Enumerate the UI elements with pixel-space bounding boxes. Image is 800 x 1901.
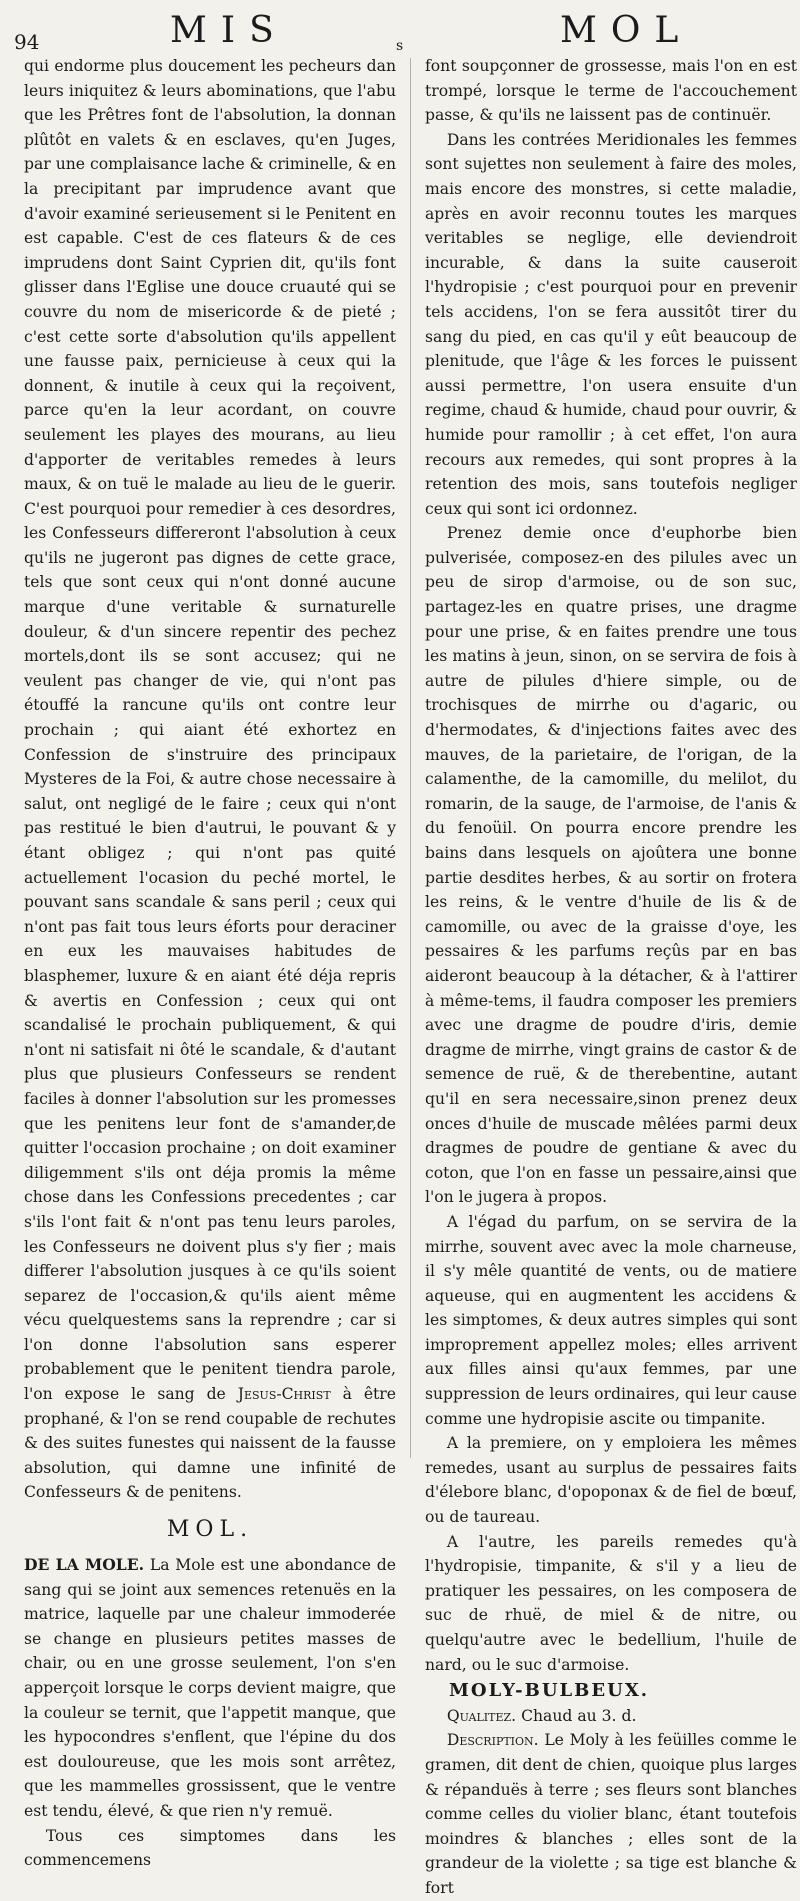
qualities-text: Chaud au 3. d. xyxy=(521,1706,637,1725)
page-number: 94 xyxy=(14,30,40,54)
left-column xyxy=(24,54,396,1873)
running-head-right: MOL xyxy=(560,10,693,51)
qualities-label: Qualitez. xyxy=(446,1706,517,1725)
description-label: Description. xyxy=(446,1731,539,1750)
paragraph xyxy=(425,1728,797,1900)
paragraph: Dans les contrées Meridionales les femmes sont sujettes non seulement à faire des moles, mais encore des monstres, si cette maladie, après en avoir reconnu toutes les marques veritables se neglige, elle deviendroit incurable, & dans la suite causeroit l'hydropisie ; c'est pourquoi pour en prevenir tels accidens, l'on se fera aussitôt tirer du sang du pied, en cas qu'il y eût beaucoup de plenitude, que l'âge & les forces le puissent aussi permettre, l'on usera ensuite d'un regime, chaud & humide, chaud pour ouvrir, & humide pour ramollir ; à cet effet, l'on aura recours aux remedes, qui sont propres à la retention des mois, sans toutefois negliger ceux qui sont ici ordonnez. xyxy=(425,130,797,518)
paragraph: Tous ces simptomes dans les commencemens xyxy=(24,1826,396,1870)
running-head-mark: s xyxy=(396,38,404,54)
section-title: MOL. xyxy=(166,1517,254,1543)
paragraph-text: qui endorme plus doucement les pecheurs dan leurs iniquitez & leurs abominations, que l'abu que les Prêtres font de l'absolution, la donnan plûtôt en valets & en esclaves, qu'en Juges, par une complaisance lache & criminelle, & en la precipitant par imprudence avant que d'avoir examiné serieusement si le Penitent en est capable. C'est de ces flateurs & de ces imprudens dont Saint Cyprien dit, qu'ils font glisser dans l'Eglise une douce cruauté qui se couvre du nom de misericorde & de pieté ; c'est cette sorte d'absolution qu'ils appellent une fausse paix, pernicieuse à ceux qui la donnent, & inutile à ceux qui la reçoivent, parce qu'en la leur acordant, on couvre seulement les playes des mourans, au lieu d'apporter de veritables remedes à leurs maux, & on tuë le malade au lieu de le guerir. C'est pourquoi pour remedier à ces desordres, les Confesseurs differeront l'absolution à ceux qu'ils ne jugeront pas dignes de cette grace, tels que sont ceux qui n'ont donné aucune marque d'une veritable & surnaturelle douleur, & d'un sincere repentir des pechez mortels,dont ils se sont accusez; qui ne veulent pas changer de vie, qui n'ont pas étouffé la rancune qu'ils ont contre leur prochain ; qui aiant été exhortez en Confession de s'instruire des principaux Mysteres de la Foi, & autre chose necessaire à salut, ont negligé de le faire ; ceux qui n'ont pas restitué le bien d'autrui, le pouvant & y étant obligez ; qui n'ont pas quité actuellement l'ocasion du peché mortel, le pouvant sans scandale & sans peril ; ceux qui n'ont pas fait tous leurs éforts pour deraciner en eux les mauvaises habitudes de blasphemer, luxure & en aiant été déja repris & avertis en Confession ; ceux qui ont scandalisé le prochain publiquement, & qui n'ont ni satisfait ni ôté le scandale, & d'autant plus que plusieurs Confesseurs se rendent faciles à donner l'absolution sur les promesses que les penitens leur font de s'amander,de quitter l'occasion prochaine ; on doit examiner diligemment s'ils ont déja promis la même chose dans les Confessions precedentes ; car s'ils l'ont fait & n'ont pas tenu leurs paroles, les Confesseurs ne doivent plus s'y fier ; mais differer l'absolution jusques à ce qu'ils soient separez de l'occasion,& qu'ils aient même vécu quelquestems sans la reprendre ; car si l'on donne l'absolution sans esperer probablement que le penitent tiendra parole, l'on expose le sang de xyxy=(24,57,396,1404)
jesus-christ-name: Jesus-Christ xyxy=(237,1385,331,1404)
paragraph xyxy=(425,1704,797,1729)
paragraph xyxy=(24,1553,396,1824)
paragraph: Prenez demie once d'euphorbe bien pulverisée, composez-en des pilules avec un peu de sirop d'armoise, ou de son suc, partagez-les en quatre prises, une dragme pour une prise, & en faites prendre une tous les matins à jeun, sinon, on se servira de fois à autre de pilules d'hiere simple, ou de trochisques de mirrhe ou d'agaric, ou d'hermodates, & d'injections faites avec des mauves, de la parietaire, de l'origan, de la calamenthe, de la camomille, du melilot, du romarin, de la sauge, de l'armoise, de l'anis & du fenoüil. On pourra encore prendre les bains dans lesquels on ajoûtera une bonne partie desdites herbes, & au sortir on frotera les reins, & le ventre d'huile de lis & de camomille, ou avec de la graisse d'oye, les pessaires & les parfums reçûs par en bas aideront beaucoup à la détacher, & à l'attirer à même-tems, il faudra composer les premiers avec une dragme de poudre d'iris, demie dragme de mirrhe, vingt grains de castor & de semence de ruë, & de therebentine, autant qu'il en sera necessaire,sinon prenez deux onces d'huile de muscade mêlées parmi deux dragmes de poudre de gentiane & avec du coton, que l'on en fasse un pessaire,ainsi que l'on le jugera à propos. xyxy=(425,524,797,1207)
running-header xyxy=(0,0,800,58)
subsection-title: MOLY-BULBEUX. xyxy=(449,1680,650,1702)
paragraph: A l'autre, les pareils remedes qu'à l'hydropisie, timpanite, & s'il y a lieu de pratiquer les pessaires, on les composera de suc de rhuë, de miel & de nitre, ou quelqu'autre avec le bedellium, l'huile de nard, ou le suc d'armoise. xyxy=(425,1532,797,1674)
column-divider xyxy=(410,58,411,1458)
paragraph xyxy=(24,54,396,1505)
right-column xyxy=(425,54,797,1901)
entry-lead: DE LA MOLE. xyxy=(24,1555,145,1575)
paragraph-text: à être prophané, & l'on se rend coupable de rechutes & des suites funestes qui naissent de la fausse absolution, qui damne une infinité de Confesseurs & de penitens. xyxy=(24,1385,396,1502)
paragraph: font soupçonner de grossesse, mais l'on en est trompé, lorsque le terme de l'accouchement passe, & qu'ils ne laissent pas de continuër. xyxy=(425,57,797,125)
description-text: Le Moly à les feüilles comme le gramen, dit dent de chien, quoique plus larges & répanduës à terre ; ses fleurs sont blanches comme celles du violier blanc, étant toutefois moindres & blanches ; elles sont de la grandeur de la violette ; sa tige est blanche & fort xyxy=(425,1731,797,1897)
paragraph-text: La Mole est une abondance de sang qui se joint aux semences retenuës en la matrice, laquelle par une chaleur immoderée se change en plusieurs petites masses de chair, ou en une grosse seulement, l'on s'en apperçoit lorsque le corps devient maigre, que la couleur se ternit, que l'appetit manque, que les hypocondres s'enflent, que l'épine du dos est douloureuse, que les mois sont arrêtez, que les mammelles grossissent, que le ventre est tendu, élevé, & que rien n'y remuë. xyxy=(24,1556,396,1820)
paragraph: A l'égad du parfum, on se servira de la mirrhe, souvent avec avec la mole charneuse, il s'y mêle quantité de vents, ou de matiere aqueuse, qui en augmentent les accidens & les simptomes, & deux autres simples qui sont improprement appellez moles; elles arrivent aux filles ainsi qu'aux femmes, par une suppression de leurs ordinaires, qui leur cause comme une hydropisie ascite ou timpanite. xyxy=(425,1212,797,1428)
paragraph: A la premiere, on y emploiera les mêmes remedes, usant au surplus de pessaires faits d'élebore blanc, d'opoponax & de fiel de bœuf, ou de taureau. xyxy=(425,1434,797,1527)
running-head-left: MIS xyxy=(170,10,288,51)
